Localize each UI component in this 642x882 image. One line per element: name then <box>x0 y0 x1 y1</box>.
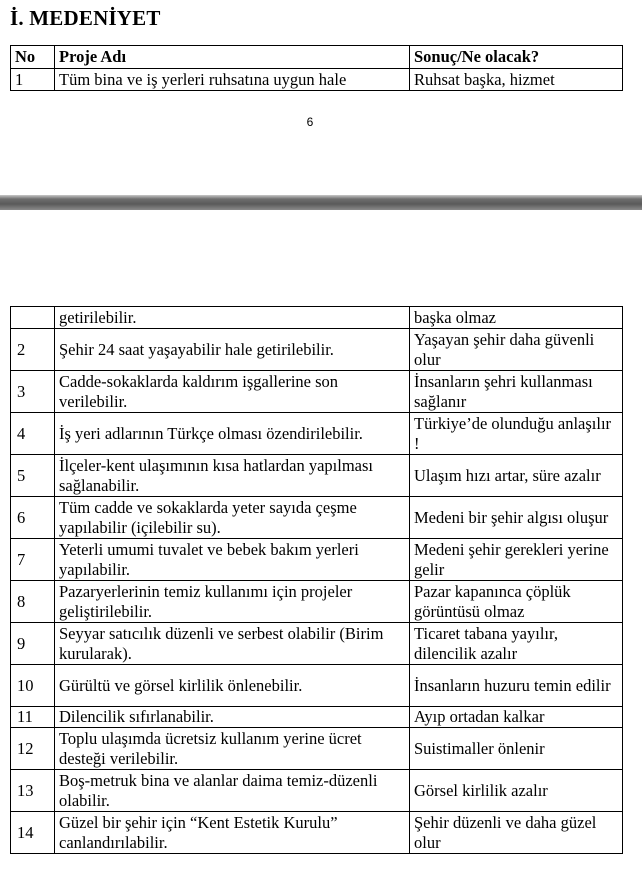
row-result: Ulaşım hızı artar, süre azalır <box>410 455 623 497</box>
row-result: Suistimaller önlenir <box>410 728 623 770</box>
row-project: Boş-metruk bina ve alanlar daima temiz-düzenli olabilir. <box>55 770 410 812</box>
table-row <box>11 497 623 539</box>
row-number: 8 <box>11 581 55 623</box>
row-result: Pazar kapanınca çöplük görüntüsü olmaz <box>410 581 623 623</box>
row-project: Dilencilik sıfırlanabilir. <box>55 707 410 728</box>
row-project: Tüm cadde ve sokaklarda yeter sayıda çeşme yapılabilir (içilebilir su). <box>55 497 410 539</box>
row-result: Ayıp ortadan kalkar <box>410 707 623 728</box>
row-result: Türkiye’de olunduğu anlaşılır ! <box>410 413 623 455</box>
row-project: Gürültü ve görsel kirlilik önlenebilir. <box>55 665 410 707</box>
row-project: Cadde-sokaklarda kaldırım işgallerine son verilebilir. <box>55 371 410 413</box>
row-number: 10 <box>11 665 55 707</box>
table-header-row <box>11 46 623 69</box>
table-row <box>11 812 623 854</box>
row-project: İş yeri adlarının Türkçe olması özendirilebilir. <box>55 413 410 455</box>
page-break-divider <box>0 195 642 210</box>
row-project: Güzel bir şehir için “Kent Estetik Kurulu” canlandırılabilir. <box>55 812 410 854</box>
row-result: Şehir düzenli ve daha güzel olur <box>410 812 623 854</box>
table-row <box>11 413 623 455</box>
row-number: 14 <box>11 812 55 854</box>
table-row <box>11 665 623 707</box>
header-project: Proje Adı <box>55 46 410 69</box>
row-result: Ruhsat başka, hizmet <box>410 69 623 91</box>
row-number: 7 <box>11 539 55 581</box>
row-number: 4 <box>11 413 55 455</box>
table-row <box>11 707 623 728</box>
row-result: başka olmaz <box>410 307 623 329</box>
row-number: 1 <box>11 69 55 91</box>
table-row <box>11 581 623 623</box>
row-project: İlçeler-kent ulaşımının kısa hatlardan yapılması sağlanabilir. <box>55 455 410 497</box>
table-row <box>11 728 623 770</box>
table-row <box>11 371 623 413</box>
header-result: Sonuç/Ne olacak? <box>410 46 623 69</box>
row-project: Toplu ulaşımda ücretsiz kullanım yerine ücret desteği verilebilir. <box>55 728 410 770</box>
row-result: İnsanların şehri kullanması sağlanır <box>410 371 623 413</box>
row-project: Seyyar satıcılık düzenli ve serbest olabilir (Birim kurularak). <box>55 623 410 665</box>
row-number: 11 <box>11 707 55 728</box>
row-result: İnsanların huzuru temin edilir <box>410 665 623 707</box>
table-row <box>11 455 623 497</box>
table-row-continuation <box>11 307 623 329</box>
row-number: 13 <box>11 770 55 812</box>
row-number: 2 <box>11 329 55 371</box>
header-no: No <box>11 46 55 69</box>
projects-table-top <box>10 45 623 91</box>
row-result: Ticaret tabana yayılır, dilencilik azalır <box>410 623 623 665</box>
table-row <box>11 539 623 581</box>
row-result: Medeni bir şehir algısı oluşur <box>410 497 623 539</box>
table-row <box>11 329 623 371</box>
row-result: Yaşayan şehir daha güvenli olur <box>410 329 623 371</box>
row-number: 9 <box>11 623 55 665</box>
page-number: 6 <box>306 115 314 129</box>
table-row <box>11 770 623 812</box>
row-number: 12 <box>11 728 55 770</box>
section-heading: İ. MEDENİYET <box>10 6 161 30</box>
row-project: Pazaryerlerinin temiz kullanımı için projeler geliştirilebilir. <box>55 581 410 623</box>
row-result: Görsel kirlilik azalır <box>410 770 623 812</box>
row-number: 3 <box>11 371 55 413</box>
row-project: Yeterli umumi tuvalet ve bebek bakım yerleri yapılabilir. <box>55 539 410 581</box>
table-row <box>11 623 623 665</box>
row-project: Şehir 24 saat yaşayabilir hale getirilebilir. <box>55 329 410 371</box>
table-row <box>11 69 623 91</box>
row-result: Medeni şehir gerekleri yerine gelir <box>410 539 623 581</box>
row-number <box>11 307 55 329</box>
row-project: Tüm bina ve iş yerleri ruhsatına uygun hale <box>55 69 410 91</box>
row-number: 6 <box>11 497 55 539</box>
projects-table-continued <box>10 306 623 854</box>
row-number: 5 <box>11 455 55 497</box>
row-project: getirilebilir. <box>55 307 410 329</box>
